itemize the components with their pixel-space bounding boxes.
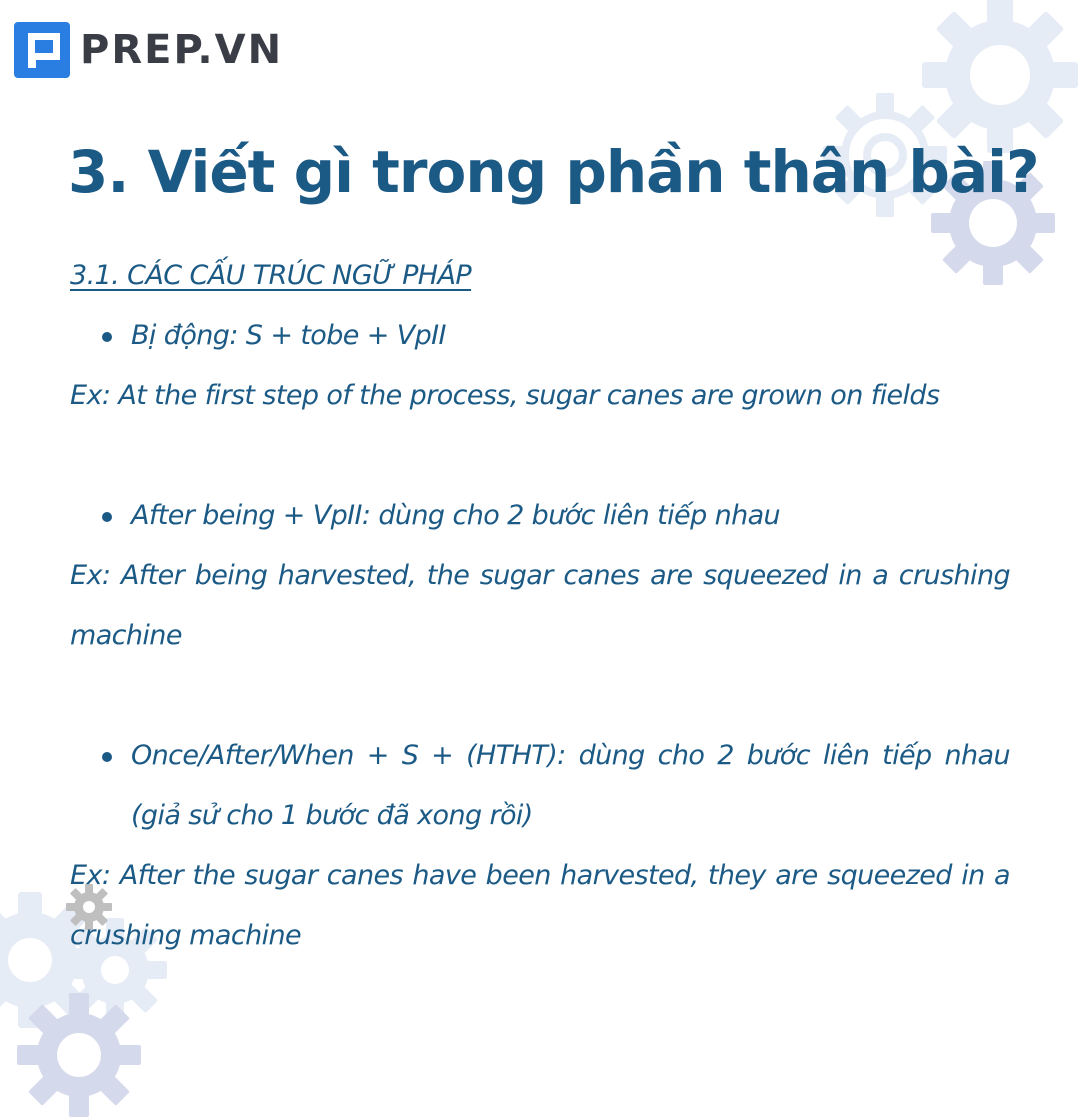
prep-logo-icon [14,22,70,78]
bullet-dot-icon [102,512,112,522]
grammar-structure: Bị động: S + tobe + VpII [131,320,446,351]
page-title: 3. Viết gì trong phần thân bài? [68,138,1039,206]
list-item [70,726,1010,846]
brand-logo [14,22,283,78]
bullet-dot-icon [102,332,112,342]
section-heading: 3.1. CÁC CẤU TRÚC NGỮ PHÁP [70,260,472,291]
list-item [70,306,1010,366]
grammar-structure: Once/After/When + S + (HTHT): dùng cho 2 bước liên tiếp nhau (giả sử cho 1 bước đã xong rồi) [131,740,1010,831]
example-sentence: Ex: After being harvested, the sugar canes are squeezed in a crushing machine [70,560,1010,651]
section-content [70,246,1010,966]
example-sentence: Ex: At the first step of the process, sugar canes are grown on fields [70,380,940,411]
gear-icon [14,990,144,1120]
grammar-structure: After being + VpII: dùng cho 2 bước liên tiếp nhau [131,500,781,531]
list-item [70,486,1010,546]
bullet-dot-icon [102,752,112,762]
example-sentence: Ex: After the sugar canes have been harvested, they are squeezed in a crushing machine [70,860,1010,951]
brand-name: PREP.VN [80,27,284,73]
